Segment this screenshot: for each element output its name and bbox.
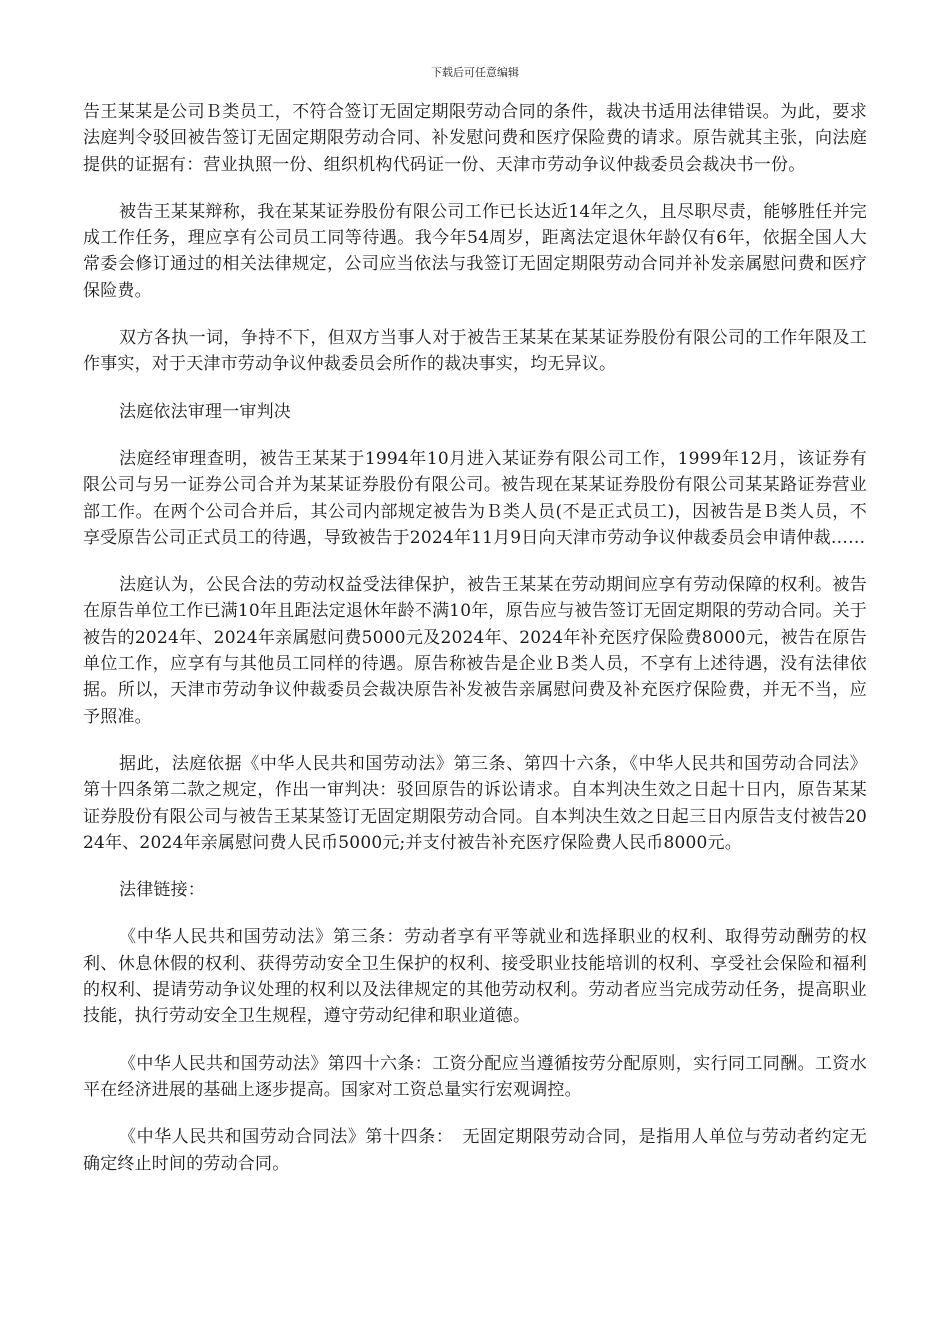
document-body — [83, 99, 867, 1198]
section-heading-legal-links: 法律链接： — [119, 880, 205, 901]
paragraph-labor-law-article-3: 《中华人民共和国劳动法》第三条：劳动者享有平等就业和选择职业的权利、取得劳动酬劳的权利、休息休假的权利、获得劳动安全卫生保护的权利、接受职业技能培训的权利、享受社会保险和福利的权利、提请劳动争议处理的权利以及法律规定的其他劳动权利。劳动者应当完成劳动任务，提高职业技能，执行劳动安全卫生规程，遵守劳动纪律和职业道德。 — [83, 927, 867, 1027]
header-note: 下载后可任意编辑 — [431, 66, 519, 79]
paragraph-court-findings: 法庭经审理查明，被告王某某于1994年10月进入某证券有限公司工作，1999年12月，该证券有限公司与另一证券公司合并为某某证券股份有限公司。被告现在某某证券股份有限公司某某路证券营业部工作。在两个公司合并后，其公司内部规定被告为Ｂ类人员(不是正式员工)，因被告是Ｂ类人员，不享受原告公司正式员工的待遇，导致被告于2024年11月9日向天津市劳动争议仲裁委员会申请仲裁…… — [83, 448, 867, 548]
section-heading-trial: 法庭依法审理一审判决 — [119, 401, 291, 422]
paragraph-contract-law-article-14: 《中华人民共和国劳动合同法》第十四条： 无固定期限劳动合同，是指用人单位与劳动者约定无确定终止时间的劳动合同。 — [83, 1127, 867, 1174]
paragraph-judgment: 据此，法庭依据《中华人民共和国劳动法》第三条、第四十六条，《中华人民共和国劳动合同法》第十四条第二款之规定，作出一审判决：驳回原告的诉讼请求。自本判决生效之日起十日内，原告某某证券股份有限公司与被告王某某签订无固定期限劳动合同。自本判决生效之日起三日内原告支付被告2024年、2024年亲属慰问费人民币5000元;并支付被告补充医疗保险费人民币8000元。 — [83, 753, 867, 853]
paragraph-undisputed-facts: 双方各执一词，争持不下，但双方当事人对于被告王某某在某某证券股份有限公司的工作年限及工作事实，对于天津市劳动争议仲裁委员会所作的裁决事实，均无异议。 — [83, 328, 867, 375]
paragraph-plaintiff-claim: 告王某某是公司Ｂ类员工，不符合签订无固定期限劳动合同的条件，裁决书适用法律错误。为此，要求法庭判令驳回被告签订无固定期限劳动合同、补发慰问费和医疗保险费的请求。原告就其主张，向法庭提供的证据有：营业执照一份、组织机构代码证一份、天津市劳动争议仲裁委员会裁决书一份。 — [83, 102, 867, 175]
paragraph-court-opinion: 法庭认为，公民合法的劳动权益受法律保护，被告王某某在劳动期间应享有劳动保障的权利。被告在原告单位工作已满10年且距法定退休年龄不满10年，原告应与被告签订无固定期限的劳动合同。关于被告的2024年、2024年亲属慰问费5000元及2024年、2024年补充医疗保险费8000元，被告在原告单位工作，应享有与其他员工同样的待遇。原告称被告是企业Ｂ类人员，不享有上述待遇，没有法律依据。所以，天津市劳动争议仲裁委员会裁决原告补发被告亲属慰问费及补充医疗保险费，并无不当，应予照准。 — [83, 575, 867, 727]
paragraph-defendant-argument: 被告王某某辩称，我在某某证券股份有限公司工作已长达近14年之久，且尽职尽责，能够胜任并完成工作任务，理应享有公司员工同等待遇。我今年54周岁，距离法定退休年龄仅有6年，依据全国人大常委会修订通过的相关法律规定，公司应当依法与我签订无固定期限劳动合同并补发亲属慰问费和医疗保险费。 — [83, 201, 867, 301]
paragraph-labor-law-article-46: 《中华人民共和国劳动法》第四十六条：工资分配应当遵循按劳分配原则，实行同工同酬。工资水平在经济进展的基础上逐步提高。国家对工资总量实行宏观调控。 — [83, 1053, 867, 1100]
